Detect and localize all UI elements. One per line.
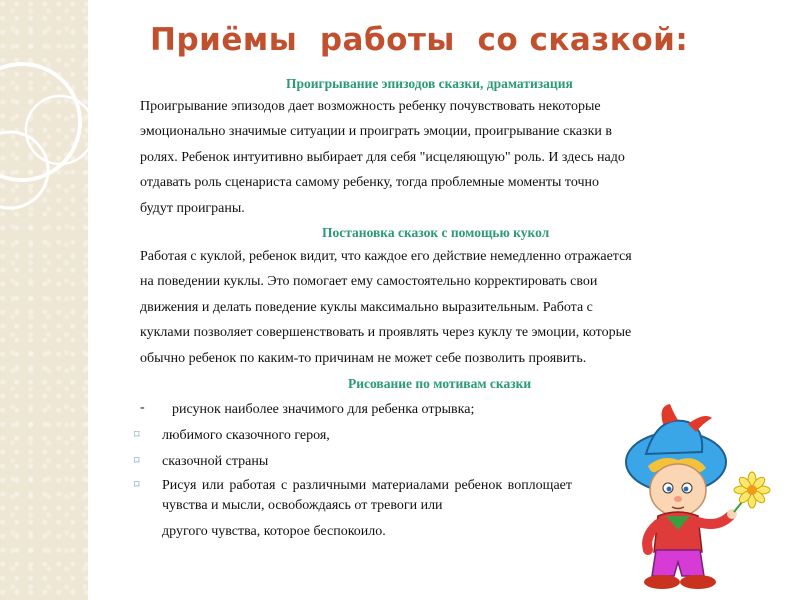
bullet-list-item: Рисуя или работая с различными материалами ребенок воплощает — [162, 478, 572, 493]
bullet-list-item: сказочной страны — [162, 454, 269, 469]
paragraph-puppets — [140, 244, 632, 371]
bullet-icon: ⌑ — [134, 455, 140, 467]
bullet-list-item: любимого сказочного героя, — [162, 428, 330, 443]
cartoon-boy-illustration — [618, 404, 778, 594]
paragraph-line: обычно ребенок по каким-то причинам не может себе позволить проявить. — [140, 350, 587, 366]
decorative-circles — [0, 0, 88, 600]
continuation-line: чувства и мысли, освобождаясь от тревоги или — [162, 498, 443, 513]
paragraph-line: Работая с куклой, ребенок видит, что каждое его действие немедленно отражается — [140, 249, 632, 264]
dash-list-item: рисунок наиболее значимого для ребенка отрывка; — [172, 402, 475, 417]
paragraph-dramatization — [140, 94, 625, 221]
paragraph-line: ролях. Ребенок интуитивно выбирает для себя "исцеляющую" роль. И здесь надо — [140, 149, 625, 165]
paragraph-line: на поведении куклы. Это помогает ему самостоятельно корректировать свои — [140, 274, 598, 290]
decorative-side-panel — [0, 0, 88, 600]
bullet-icon: ⌑ — [134, 479, 140, 491]
paragraph-line: движения и делать поведение куклы максимально выразительным. Работа с — [140, 299, 593, 315]
bullet-icon: ⌑ — [134, 429, 140, 441]
paragraph-line: Проигрывание эпизодов дает возможность ребенку почувствовать некоторые — [140, 99, 601, 114]
paragraph-line: куклами позволяет совершенствовать и проявлять через куклу те эмоции, которые — [140, 325, 632, 341]
slide-title: Приёмы работы со сказкой: — [150, 22, 689, 58]
paragraph-line: эмоционально значимые ситуации и проиграть эмоции, проигрывание сказки в — [140, 124, 612, 140]
paragraph-line: отдавать роль сценариста самому ребенку, тогда проблемные моменты точно — [140, 175, 600, 191]
section-heading-drawing: Рисование по мотивам сказки — [348, 376, 532, 391]
section-heading-puppets: Постановка сказок с помощью кукол — [322, 225, 550, 240]
section-heading-dramatization: Проигрывание эпизодов сказки, драматизация — [286, 76, 573, 91]
dash-marker: - — [140, 400, 145, 415]
paragraph-line: будут проиграны. — [140, 200, 245, 216]
continuation-line: другого чувства, которое беспокоило. — [162, 524, 386, 539]
